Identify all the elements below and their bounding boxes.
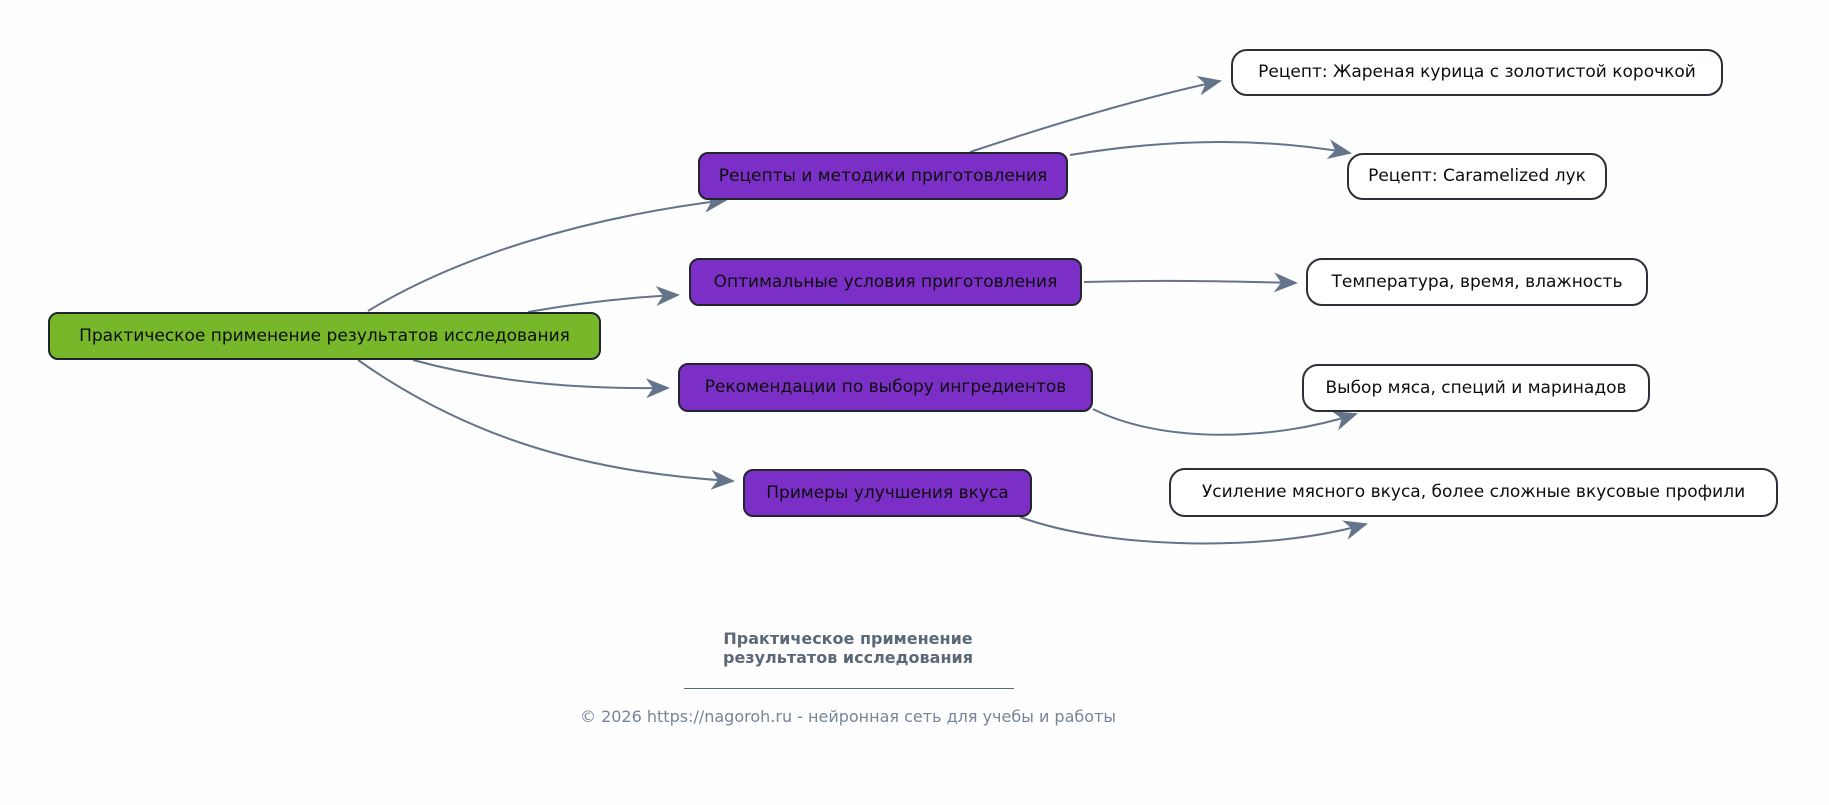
leaf-node-meat-spices[interactable]: Выбор мяса, специй и маринадов xyxy=(1302,364,1650,412)
edge-branch-1-to-leaf-2 xyxy=(1070,142,1350,155)
leaf-node-fried-chicken[interactable]: Рецепт: Жареная курица с золотистой корочкой xyxy=(1231,49,1723,96)
edge-root-to-branch-1 xyxy=(368,200,726,311)
edge-branch-3-to-leaf-4 xyxy=(1093,409,1356,435)
edge-root-to-branch-4 xyxy=(358,360,733,481)
footer-copyright: © 2026 https://nagoroh.ru - нейронная сеть для учебы и работы xyxy=(579,707,1116,726)
branch-node-ingredients[interactable]: Рекомендации по выбору ингредиентов xyxy=(678,363,1093,412)
edge-branch-2-to-leaf-3 xyxy=(1084,281,1296,283)
edge-branch-1-to-leaf-1 xyxy=(970,81,1220,152)
leaf-node-caramelized-onion[interactable]: Рецепт: Caramelized лук xyxy=(1347,153,1607,200)
footer-title: Практическое применение результатов исследования xyxy=(722,629,974,667)
leaf-node-flavor-profiles[interactable]: Усиление мясного вкуса, более сложные вкусовые профили xyxy=(1169,468,1778,517)
branch-node-taste-examples[interactable]: Примеры улучшения вкуса xyxy=(743,469,1032,517)
leaf-node-temperature-time[interactable]: Температура, время, влажность xyxy=(1306,258,1648,306)
footer-divider xyxy=(684,688,1014,689)
root-node[interactable]: Практическое применение результатов исследования xyxy=(48,312,601,360)
edge-branch-4-to-leaf-5 xyxy=(1020,517,1366,543)
branch-node-conditions[interactable]: Оптимальные условия приготовления xyxy=(689,258,1082,306)
edge-root-to-branch-2 xyxy=(528,295,678,312)
branch-node-recipes[interactable]: Рецепты и методики приготовления xyxy=(698,152,1068,200)
edge-root-to-branch-3 xyxy=(413,360,668,388)
